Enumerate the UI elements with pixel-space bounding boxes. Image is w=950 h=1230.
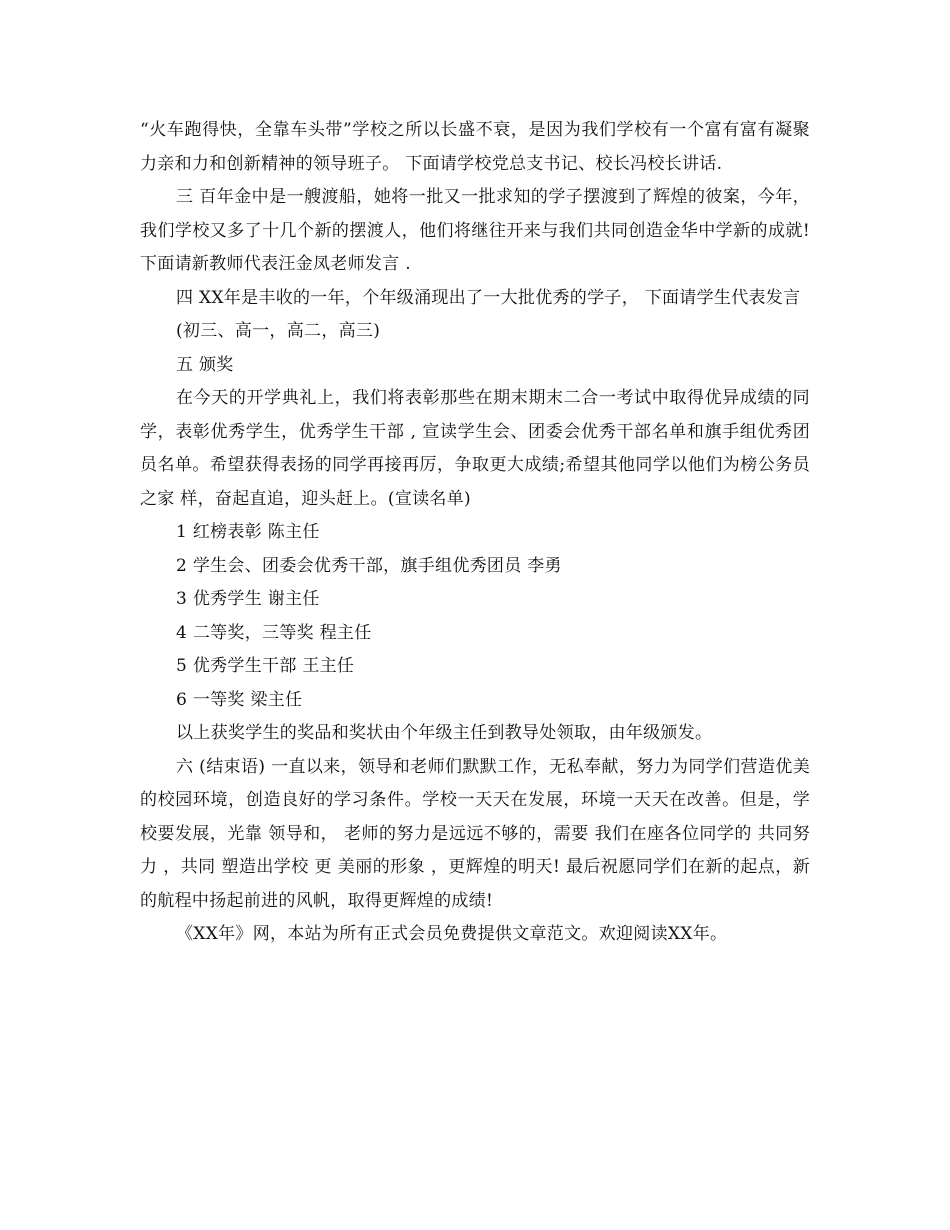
- document-body: [140, 114, 810, 952]
- list-item-award-2: 2 学生会、团委会优秀干部，旗手组优秀团员 李勇: [176, 555, 562, 576]
- list-item-award-5: 5 优秀学生干部 王主任: [176, 656, 355, 676]
- list-item-award-4: 4 二等奖，三等奖 程主任: [176, 622, 372, 643]
- paragraph-awards-intro: 在今天的开学典礼上，我们将表彰那些在期末期末二合一考试中取得优异成绩的同学，表彰优秀学生，优秀学生干部 , 宣读学生会、团委会优秀干部名单和旗手组优秀团员名单。希望获得表扬的同学再接再厉，争取更大成绩;希望其他同学以他们为榜公务员之家 样，奋起直追，迎头赶上。(宣读名单): [140, 388, 810, 509]
- paragraph-section-four: 四 XX年是丰收的一年，个年级涌现出了一大批优秀的学子， 下面请学生代表发言: [176, 287, 801, 308]
- paragraph-section-five: 五 颁奖: [176, 354, 234, 375]
- list-item-award-3: 3 优秀学生 谢主任: [176, 589, 320, 609]
- paragraph-grades: (初三、高一，高二，高三): [176, 321, 381, 341]
- paragraph-section-three: 三 百年金中是一艘渡船，她将一批又一批求知的学子摆渡到了辉煌的彼案，今年，我们学校又多了十几个新的摆渡人，他们将继往开来与我们共同创造金华中学新的成就! 下面请新教师代表汪金凤老师发言 .: [140, 187, 810, 274]
- paragraph-site-footer: 《XX年》网，本站为所有正式会员免费提供文章范文。欢迎阅读XX年。: [176, 924, 728, 944]
- paragraph-prize-collection: 以上获奖学生的奖品和奖状由个年级主任到教导处领取，由年级颁发。: [176, 723, 713, 743]
- list-item-award-6: 6 一等奖 梁主任: [176, 689, 303, 710]
- paragraph-closing: 六 (结束语) 一直以来，领导和老师们默默工作，无私奉献，努力为同学们营造优美的校园环境，创造良好的学习条件。学校一天天在发展，环境一天天在改善。但是，学校要发展，光靠 领导和， 老师的努力是远远不够的，需要 我们在座各位同学的 共同努力 ，共同 塑造出学校 更 美丽的形象 ，更辉煌的明天! 最后祝愿同学们在新的起点，新的航程中扬起前进的风帆，取得更辉煌的成绩!: [140, 756, 810, 911]
- list-item-award-1: 1 红榜表彰 陈主任: [176, 522, 320, 542]
- paragraph-leadership: “火车跑得快，全靠车头带”学校之所以长盛不衰，是因为我们学校有一个富有富有凝聚力亲和力和创新精神的领导班子。 下面请学校党总支书记、校长冯校长讲话.: [140, 120, 810, 174]
